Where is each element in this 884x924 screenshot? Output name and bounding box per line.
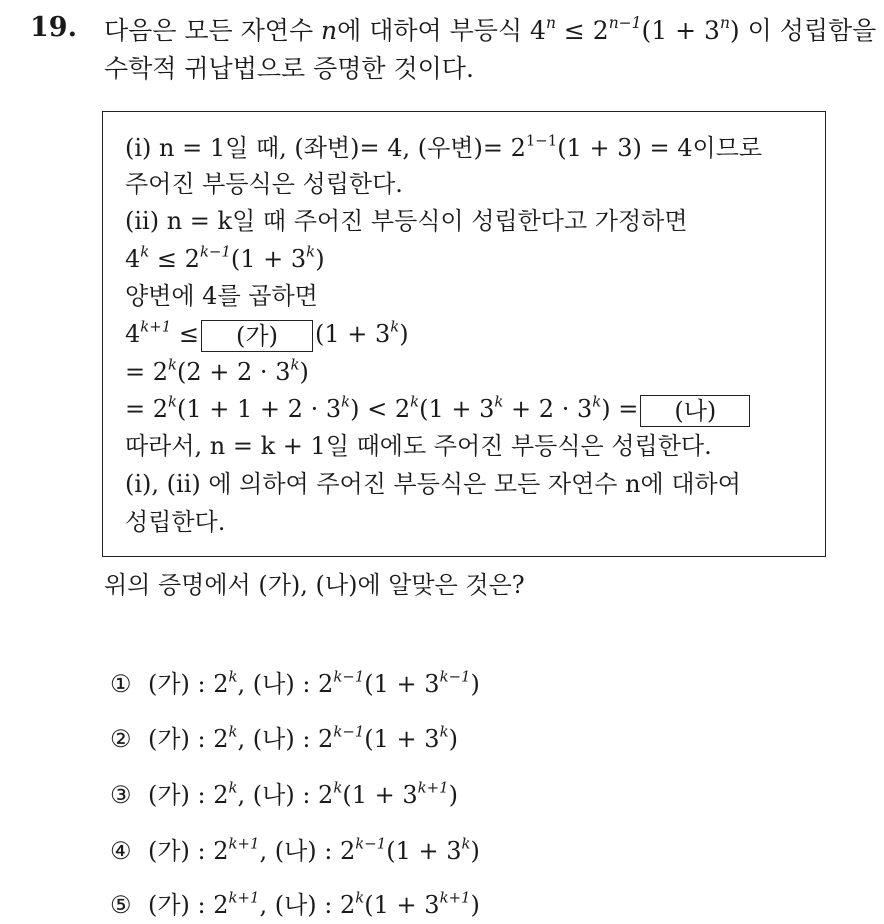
proof-text: ) bbox=[315, 245, 325, 273]
proof-line-8 bbox=[125, 393, 752, 427]
proof-exponent: k bbox=[140, 242, 150, 261]
proof-text: = 2 bbox=[125, 358, 169, 386]
proof-exponent: k bbox=[494, 392, 504, 411]
question-stem-line-2: 수학적 귀납법으로 증명한 것이다. bbox=[104, 54, 474, 83]
choice-exponent: k+1 bbox=[417, 778, 449, 797]
choice-3[interactable] bbox=[110, 778, 458, 812]
proof-exponent: k bbox=[592, 392, 602, 411]
choice-marker: ② bbox=[110, 725, 132, 753]
stem-text: 에 대하여 부등식 4 bbox=[337, 16, 546, 45]
stem-exponent: n bbox=[719, 13, 730, 32]
proof-line-3: (ii) n = k일 때 주어진 부등식이 성립한다고 가정하면 bbox=[125, 207, 688, 235]
stem-exponent: n bbox=[545, 13, 556, 32]
blank-na-box: (나) bbox=[640, 395, 750, 427]
stem-text: ≤ 2 bbox=[555, 16, 609, 45]
proof-exponent: k+1 bbox=[140, 317, 172, 336]
choice-text: (가) : 2 bbox=[148, 670, 229, 698]
proof-exponent: k bbox=[290, 355, 300, 374]
stem-exponent: n−1 bbox=[608, 13, 642, 32]
choice-exponent: k bbox=[228, 667, 238, 686]
choice-marker: ① bbox=[110, 670, 132, 698]
proof-text: ) = bbox=[601, 395, 639, 423]
proof-exponent: k bbox=[410, 392, 420, 411]
proof-text: ) bbox=[399, 320, 409, 348]
proof-text: ) bbox=[299, 358, 309, 386]
choice-exponent: k−1 bbox=[333, 667, 365, 686]
proof-line-11: 성립한다. bbox=[125, 508, 226, 536]
choice-marker: ③ bbox=[110, 781, 132, 809]
proof-line-6 bbox=[125, 318, 409, 352]
proof-text: (1 + 3 bbox=[419, 395, 495, 423]
choice-2[interactable] bbox=[110, 722, 458, 756]
choice-text: (1 + 3 bbox=[364, 725, 440, 753]
choice-exponent: k+1 bbox=[439, 888, 471, 907]
proof-text: (1 + 3) = 4이므로 bbox=[557, 134, 763, 162]
proof-text: (1 + 1 + 2 · 3 bbox=[177, 395, 342, 423]
choice-exponent: k−1 bbox=[439, 667, 471, 686]
choice-4[interactable] bbox=[110, 834, 480, 868]
proof-line-10: (i), (ii) 에 의하여 주어진 부등식은 모든 자연수 n에 대하여 bbox=[125, 470, 741, 498]
proof-text: (2 + 2 · 3 bbox=[177, 358, 291, 386]
choice-text: (가) : 2 bbox=[148, 725, 229, 753]
question-prompt: 위의 증명에서 (가), (나)에 알맞은 것은? bbox=[104, 571, 525, 599]
proof-line-7 bbox=[125, 356, 309, 388]
proof-text: ≤ bbox=[171, 320, 199, 348]
choice-exponent: k bbox=[355, 888, 365, 907]
choice-exponent: k−1 bbox=[355, 834, 387, 853]
stem-text: (1 + 3 bbox=[641, 16, 720, 45]
proof-text: ≤ 2 bbox=[149, 245, 200, 273]
proof-exponent: 1−1 bbox=[525, 131, 558, 150]
proof-line-9: 따라서, n = k + 1일 때에도 주어진 부등식은 성립한다. bbox=[125, 432, 712, 460]
choice-text: ) bbox=[470, 670, 480, 698]
proof-line-4 bbox=[125, 243, 325, 275]
proof-text: (1 + 3 bbox=[314, 320, 391, 348]
choice-exponent: k bbox=[461, 834, 471, 853]
choice-text: (1 + 3 bbox=[364, 670, 440, 698]
proof-line-5: 양변에 4를 곱하면 bbox=[125, 282, 318, 310]
proof-text: (i) n = 1일 때, (좌변)= 4, (우변)= 2 bbox=[125, 134, 526, 162]
proof-exponent: k bbox=[168, 355, 178, 374]
choice-text: , (나) : 2 bbox=[237, 670, 334, 698]
choice-text: , (나) : 2 bbox=[237, 725, 334, 753]
proof-exponent: k bbox=[168, 392, 178, 411]
choice-marker: ④ bbox=[110, 837, 132, 865]
question-stem-line-1 bbox=[104, 14, 876, 48]
proof-text: + 2 · 3 bbox=[503, 395, 593, 423]
choice-text: ) bbox=[470, 837, 480, 865]
proof-exponent: k bbox=[306, 242, 316, 261]
choice-5[interactable] bbox=[110, 888, 480, 922]
choice-text: ) bbox=[448, 725, 458, 753]
question-number: 19. bbox=[30, 12, 77, 43]
choice-marker: ⑤ bbox=[110, 891, 132, 919]
choice-text: (가) : 2 bbox=[148, 781, 229, 809]
choice-text: (가) : 2 bbox=[148, 891, 229, 919]
proof-exponent: k bbox=[341, 392, 351, 411]
choice-text: (1 + 3 bbox=[386, 837, 462, 865]
choice-exponent: k bbox=[333, 778, 343, 797]
choice-exponent: k bbox=[228, 778, 238, 797]
stem-variable: n bbox=[321, 16, 338, 45]
choice-text: , (나) : 2 bbox=[259, 891, 356, 919]
proof-text: ) < 2 bbox=[350, 395, 411, 423]
proof-box bbox=[102, 111, 826, 557]
proof-line-2: 주어진 부등식은 성립한다. bbox=[125, 170, 403, 198]
choice-exponent: k+1 bbox=[228, 888, 260, 907]
choice-exponent: k bbox=[228, 722, 238, 741]
choice-text: ) bbox=[448, 781, 458, 809]
choice-1[interactable] bbox=[110, 667, 480, 701]
proof-line-1 bbox=[125, 132, 762, 164]
choice-text: , (나) : 2 bbox=[237, 781, 334, 809]
choice-text: (1 + 3 bbox=[364, 891, 440, 919]
proof-text: = 2 bbox=[125, 395, 169, 423]
choice-exponent: k−1 bbox=[333, 722, 365, 741]
proof-text: 4 bbox=[125, 245, 141, 273]
stem-text: 다음은 모든 자연수 bbox=[104, 16, 322, 45]
stem-text: ) 이 성립함을 bbox=[729, 16, 877, 45]
choice-text: , (나) : 2 bbox=[259, 837, 356, 865]
proof-exponent: k−1 bbox=[199, 242, 231, 261]
choice-exponent: k bbox=[439, 722, 449, 741]
choice-text: (가) : 2 bbox=[148, 837, 229, 865]
choice-exponent: k+1 bbox=[228, 834, 260, 853]
proof-text: (1 + 3 bbox=[230, 245, 307, 273]
proof-text: 4 bbox=[125, 320, 141, 348]
blank-ga-box: (가) bbox=[201, 320, 313, 352]
choice-text: (1 + 3 bbox=[342, 781, 418, 809]
choice-text: ) bbox=[470, 891, 480, 919]
proof-exponent: k bbox=[390, 317, 400, 336]
